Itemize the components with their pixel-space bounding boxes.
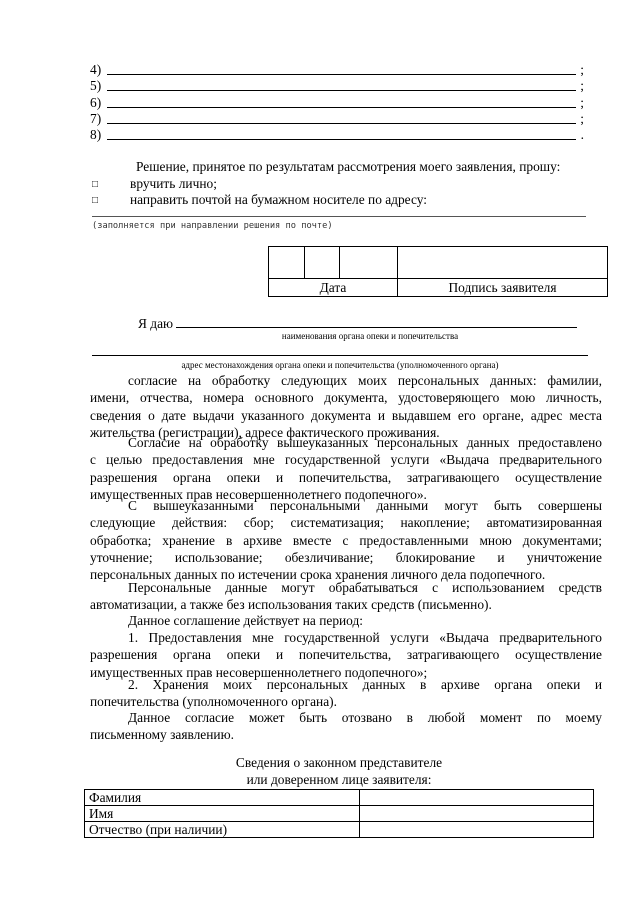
option-in-person-label: вручить лично; <box>130 176 217 191</box>
text-line: 1. Предоставления мне государственной услуги «Выдача предварительного <box>128 630 602 645</box>
text-line: имущественных прав несовершеннолетнего подопечного»; <box>90 664 428 680</box>
text-line: имущественных прав несовершеннолетнего подопечного». <box>90 486 427 502</box>
line-end-punct: . <box>580 127 584 142</box>
text-line: жительства (регистрации), адресе фактического проживания. <box>90 424 440 440</box>
table-row <box>85 822 594 838</box>
line-number: 7) <box>90 111 102 126</box>
text-line: Данное согласие может быть отозвано в любой момент по моему <box>128 710 602 725</box>
text-line: письменному заявлению. <box>90 727 234 743</box>
consent-paragraph-7 <box>90 676 602 711</box>
date-cell-month[interactable] <box>305 247 340 279</box>
blank-line[interactable] <box>107 90 576 91</box>
date-signature-table <box>268 246 608 297</box>
blank-line[interactable] <box>107 139 576 140</box>
representative-table <box>84 789 594 838</box>
text-line: имени, отчества, номера основного документа, удостоверяющего мою личность, <box>90 390 602 406</box>
consent-paragraph-3 <box>90 497 602 583</box>
text-line: с целью предоставления мне государственной услуги «Выдача предварительного <box>90 452 602 468</box>
signature-cell[interactable] <box>398 247 608 279</box>
row-label-patronymic: Отчество (при наличии) <box>85 822 360 838</box>
date-cell-year[interactable] <box>340 247 398 279</box>
row-label-surname: Фамилия <box>85 790 360 806</box>
text-line: попечительства (уполномоченного органа). <box>90 694 337 710</box>
consent-paragraph-5 <box>90 612 602 629</box>
mail-address-line[interactable] <box>92 216 586 217</box>
date-cell-day[interactable] <box>269 247 305 279</box>
checkbox-by-mail[interactable]: □ <box>92 195 99 206</box>
line-number: 5) <box>90 78 102 93</box>
line-number: 8) <box>90 127 102 142</box>
consent-paragraph-4 <box>90 579 602 614</box>
authority-name-line[interactable] <box>176 327 577 328</box>
numbered-line-row[interactable] <box>90 62 590 76</box>
mail-note: (заполняется при направлении решения по почте) <box>92 221 333 231</box>
table-row <box>85 790 594 806</box>
numbered-line-row[interactable] <box>90 127 590 141</box>
text-line: Согласие на обработку вышеуказанных персональных данных предоставлено <box>128 435 602 450</box>
row-label-name: Имя <box>85 806 360 822</box>
consent-paragraph-6 <box>90 629 602 681</box>
representative-title-2: или доверенном лице заявителя: <box>246 772 432 787</box>
line-number: 6) <box>90 95 102 110</box>
text-line: согласие на обработку следующих моих персональных данных: фамилии, <box>128 373 602 388</box>
input-patronymic[interactable] <box>360 822 594 838</box>
input-name[interactable] <box>360 806 594 822</box>
consent-paragraph-2 <box>90 434 602 503</box>
i-give-label: Я даю <box>138 316 174 331</box>
checkbox-in-person[interactable]: □ <box>92 179 99 190</box>
text-line: разрешения органа опеки и попечительства, затрагивающего осуществление <box>90 647 602 663</box>
line-end-punct: ; <box>580 62 584 77</box>
consent-paragraph-8 <box>90 709 602 744</box>
blank-line[interactable] <box>107 74 576 75</box>
text-line: С вышеуказанными персональными данными могут быть совершены <box>128 498 602 513</box>
numbered-line-row[interactable] <box>90 111 590 125</box>
line-number: 4) <box>90 62 102 77</box>
text-line: Данное соглашение действует на период: <box>128 613 364 628</box>
text-line: Персональные данные могут обрабатываться с использованием средств <box>128 580 602 595</box>
representative-title-1: Сведения о законном представителе <box>235 755 443 770</box>
signature-label: Подпись заявителя <box>398 279 608 297</box>
address-caption: адрес местонахождения органа опеки и попечительства (уполномоченного органа) <box>181 360 499 370</box>
decision-heading: Решение, принятое по результатам рассмотрения моего заявления, прошу: <box>136 159 561 174</box>
authority-address-line[interactable] <box>92 355 588 356</box>
line-end-punct: ; <box>580 111 584 126</box>
text-line: уточнение; использование; обезличивание; блокирование и уничтожение <box>90 549 602 565</box>
option-by-mail-label: направить почтой на бумажном носителе по адресу: <box>130 192 427 207</box>
text-line: 2. Хранения моих персональных данных в архиве органа опеки и <box>128 677 602 692</box>
text-line: обработка; хранение в архиве вместе с предоставленными мною документами; <box>90 532 602 548</box>
text-line: автоматизации, а также без использования таких средств (письменно). <box>90 597 492 613</box>
numbered-line-row[interactable] <box>90 95 590 109</box>
date-label: Дата <box>269 279 398 297</box>
text-line: сведения о дате выдачи указанного документа и выдавшем его органе, адрес места <box>90 407 602 423</box>
line-end-punct: ; <box>580 95 584 110</box>
line-end-punct: ; <box>580 78 584 93</box>
text-line: разрешения органа опеки и попечительства, затрагивающего осуществление <box>90 469 602 485</box>
blank-line[interactable] <box>107 107 576 108</box>
blank-line[interactable] <box>107 123 576 124</box>
table-row <box>85 806 594 822</box>
text-line: персональных данных по истечении срока хранения личного дела подопечного. <box>90 567 546 583</box>
authority-caption: наименования органа опеки и попечительства <box>281 331 459 341</box>
input-surname[interactable] <box>360 790 594 806</box>
text-line: следующие действия: сбор; систематизация; накопление; автоматизированная <box>90 515 602 531</box>
consent-paragraph-1 <box>90 372 602 441</box>
numbered-line-row[interactable] <box>90 78 590 92</box>
